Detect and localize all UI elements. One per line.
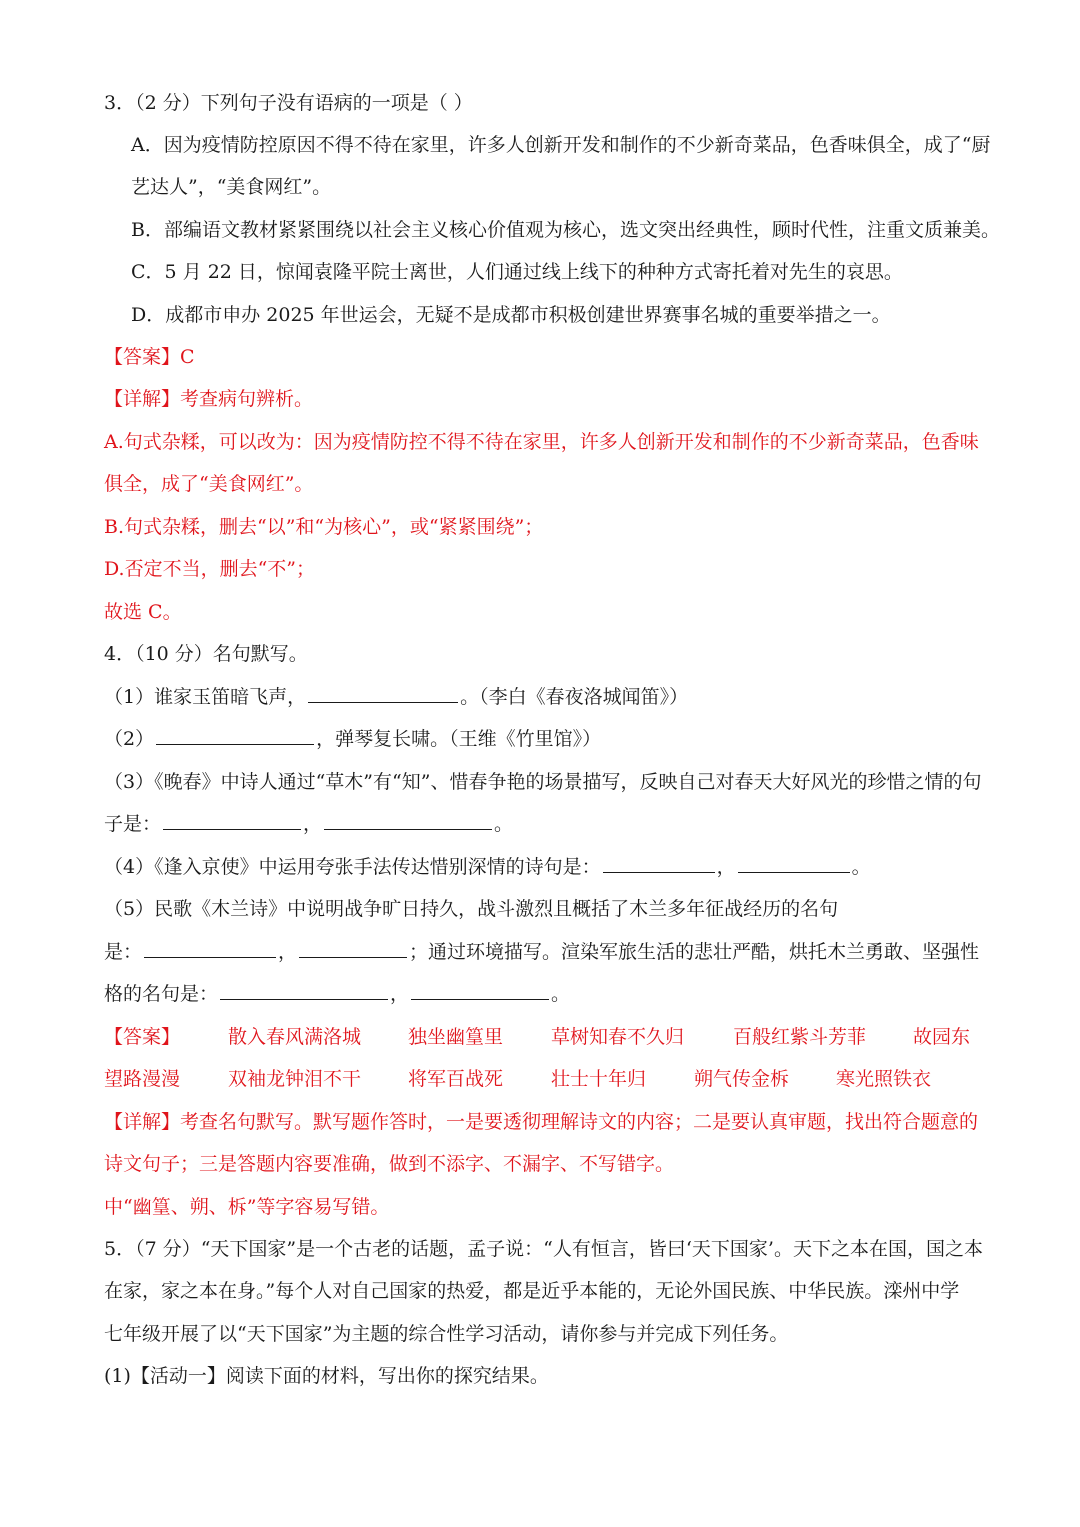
question-4-stem: 4．（10 分）名句默写。 [104,643,308,665]
answer-blank[interactable] [308,684,458,703]
answer-blank[interactable] [163,811,301,830]
answer-4-cell: 草树知春不久归 [551,1026,685,1048]
detail-3-line4: D.否定不当，删去“不”； [104,558,316,580]
option-a-line1: A．因为疫情防控原因不得不待在家里，许多人创新开发和制作的不少新奇菜品，色香味俱全，成了“厨 [131,134,991,156]
answer-4-cell: 独坐幽篁里 [408,1026,504,1048]
q4-item-5-line2: 是： ， ；通过环境描写。渲染军旅生活的悲壮严酷，烘托木兰勇敢、坚强性 [104,941,980,963]
q4-item-1: （1）谁家玉笛暗飞声， 。（李白《春夜洛城闻笛》） [104,686,689,708]
answer-4-cell: 双袖龙钟泪不干 [228,1068,362,1090]
question-5-task1: (1)【活动一】阅读下面的材料，写出你的探究结果。 [104,1365,549,1387]
answer-4-cell: 壮士十年归 [551,1068,647,1090]
q4-item-2: （2） ，弹琴复长啸。（王维《竹里馆》） [104,728,602,750]
detail-3-line5: 故选 C。 [104,601,182,623]
option-b: B．部编语文教材紧紧围绕以社会主义核心价值观为核心，选文突出经典性，顾时代性，注重文质兼美。 [131,219,1000,241]
answer-blank[interactable] [156,726,314,745]
answer-4-cell: 百般红紫斗芳菲 [733,1026,867,1048]
answer-blank[interactable] [220,981,388,1000]
question-5-line2: 在家，家之本在身。”每个人对自己国家的热爱，都是近乎本能的，无论外国民族、中华民族。滦州中学 [104,1280,960,1302]
question-5-line3: 七年级开展了以“天下国家”为主题的综合性学习活动，请你参与并完成下列任务。 [104,1323,789,1345]
answer-4-cell: 将军百战死 [408,1068,504,1090]
answer-blank[interactable] [299,939,407,958]
option-a-line2: 艺达人”，“美食网红”。 [131,176,332,198]
q4-item-3-line1: （3）《晚春》中诗人通过“草木”有“知”、惜春争艳的场景描写，反映自己对春天大好风光的珍惜之情的句 [104,771,982,793]
answer-blank[interactable] [411,981,549,1000]
answer-blank[interactable] [603,854,715,873]
answer-4-cell: 故园东 [913,1026,971,1048]
answer-blank[interactable] [324,811,492,830]
detail-4-line1: 【详解】考查名句默写。默写题作答时，一是要透彻理解诗文的内容；二是要认真审题，找出符合题意的 [104,1111,979,1133]
option-d: D．成都市申办 2025 年世运会，无疑不是成都市积极创建世界赛事名城的重要举措之一。 [131,304,891,326]
detail-3-line2: 俱全，成了“美食网红”。 [104,473,314,495]
answer-4-label: 【答案】 [104,1026,181,1048]
detail-3-label: 【详解】考查病句辨析。 [104,388,314,410]
answer-4-cell: 散入春风满洛城 [228,1026,362,1048]
option-c: C．5 月 22 日，惊闻袁隆平院士离世，人们通过线上线下的种种方式寄托着对先生的哀思。 [131,261,903,283]
q4-item-3-line2: 子是： ， 。 [104,813,514,835]
answer-4-cell: 寒光照铁衣 [836,1068,932,1090]
q4-item-5-line3: 格的名句是： ， 。 [104,983,571,1005]
answer-blank[interactable] [738,854,850,873]
answer-4-cell: 朔气传金柝 [694,1068,790,1090]
detail-3-line1: A.句式杂糅，可以改为：因为疫情防控不得不待在家里，许多人创新开发和制作的不少新奇菜品，色香味 [104,431,979,453]
detail-4-line3: 中“幽篁、朔、柝”等字容易写错。 [104,1196,390,1218]
detail-3-line3: B.句式杂糅，删去“以”和“为核心”，或“紧紧围绕”； [104,516,544,538]
answer-blank[interactable] [144,939,276,958]
answer-3: 【答案】C [104,346,195,368]
question-5-line1: 5．（7 分）“天下国家”是一个古老的话题，孟子说：“人有恒言，皆曰‘天下国家’。天下之本在国，国之本 [104,1238,983,1260]
q4-item-4: （4）《逢入京使》中运用夸张手法传达惜别深情的诗句是： ， 。 [104,856,871,878]
answer-4-cell: 望路漫漫 [104,1068,181,1090]
detail-4-line2: 诗文句子；三是答题内容要准确，做到不添字、不漏字、不写错字。 [104,1153,675,1175]
question-3-stem: 3．（2 分）下列句子没有语病的一项是（ ） [104,92,473,114]
q4-item-5-line1: （5）民歌《木兰诗》中说明战争旷日持久，战斗激烈且概括了木兰多年征战经历的名句 [104,898,839,920]
